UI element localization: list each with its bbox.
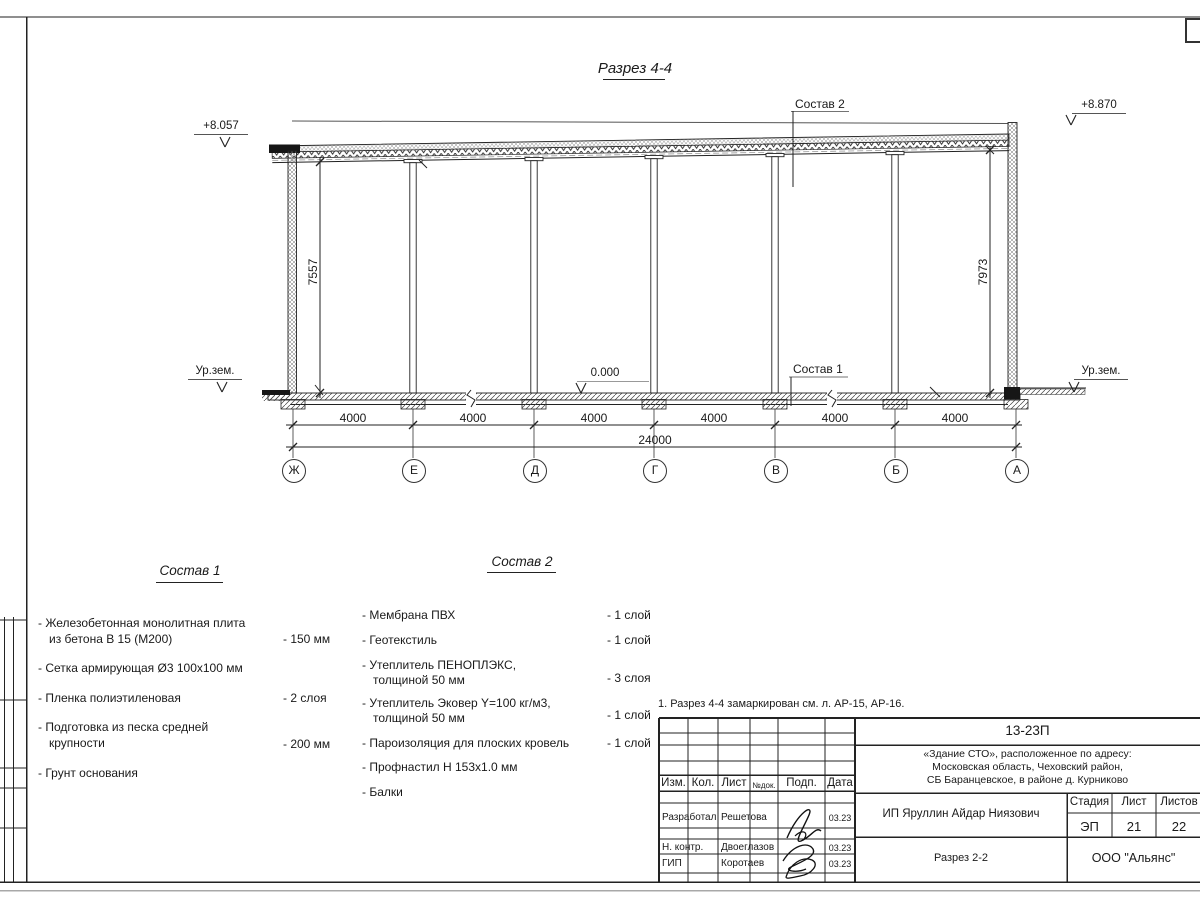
dim-bay-4: 4000: [700, 411, 728, 425]
elevation-zero: 0.000: [590, 367, 620, 379]
sostav1-item-1-line1: - Железобетонная монолитная плита: [38, 616, 246, 630]
tb-col-doc: №док.: [752, 781, 776, 790]
axis-bubble-d: Д: [523, 459, 547, 483]
sostav2-item-1-line1: - Мембрана ПВХ: [362, 608, 456, 622]
dim-height-left: 7557: [306, 258, 320, 286]
tb-drawing-name: Разрез 2-2: [933, 852, 988, 864]
sostav1-item-4-line2: крупности: [49, 736, 105, 750]
tb-project-line3: СБ Баранцевское, в районе д. Курниково: [926, 774, 1129, 786]
sostav2-heading: Состав 2: [491, 554, 553, 569]
dim-total: 24000: [638, 433, 672, 447]
sostav2-item-2-line1: - Геотекстиль: [362, 633, 437, 647]
sostav1-heading: Состав 1: [159, 563, 221, 578]
sostav1-item-5-line1: - Грунт основания: [38, 766, 138, 780]
ground-level-right: Ур.зем.: [1081, 365, 1121, 377]
far-parapet-line: [292, 121, 1008, 124]
sostav2-item-5-line1: - Пароизоляция для плоских кровель: [362, 736, 570, 750]
tb-row3-name: Коротаев: [721, 858, 765, 869]
dim-bay-5: 4000: [821, 411, 849, 425]
sheet-note: 1. Разрез 4-4 замаркирован см. л. АР-15, АР-16.: [658, 698, 905, 710]
tb-row3-date: 03.23: [828, 859, 852, 869]
sostav2-item-4-line2: толщиной 50 мм: [373, 711, 465, 725]
columns: [404, 152, 904, 394]
tb-col-izm: Изм.: [661, 777, 686, 789]
sostav2-item-3-line2: толщиной 50 мм: [373, 673, 465, 687]
floor-slab: [268, 393, 1020, 400]
tb-row1-role: Разработал: [662, 812, 717, 823]
sostav1-item-4-line1: - Подготовка из песка средней: [38, 720, 209, 734]
elevation-right: +8.870: [1081, 99, 1117, 111]
tb-stage-value: ЭП: [1080, 819, 1099, 834]
tb-col-sign: Подп.: [786, 777, 817, 789]
axis-bubble-v: В: [764, 459, 788, 483]
tb-project-line2: Московская область, Чеховский район,: [932, 761, 1123, 773]
tb-col-date: Дата: [827, 777, 853, 789]
sostav2-item-4-line1: - Утеплитель Эковер Y=100 кг/м3,: [362, 696, 551, 710]
sostav1-item-1-value: - 150 мм: [283, 632, 331, 646]
tb-row3-role: ГИП: [662, 858, 682, 869]
tb-project-line1: «Здание СТО», расположенное по адресу:: [923, 748, 1132, 760]
sostav2-item-4-value: - 1 слой: [607, 708, 651, 722]
left-margin-table: [0, 617, 27, 882]
axis-bubble-a: А: [1005, 459, 1029, 483]
signature-developer: [787, 810, 821, 842]
tb-doc-number: 13-23П: [1005, 723, 1050, 738]
dim-bay-3: 4000: [580, 411, 608, 425]
sostav1-item-4-value: - 200 мм: [283, 737, 331, 751]
building-section: [262, 121, 1086, 409]
tb-row2-role: Н. контр.: [662, 842, 704, 853]
tb-row2-name: Двоеглазов: [721, 842, 775, 853]
drawing-title: Разрез 4-4: [597, 60, 673, 77]
tb-col-kol: Кол.: [691, 777, 715, 789]
dim-bay-6: 4000: [941, 411, 969, 425]
tb-sheet-label: Лист: [1121, 796, 1147, 808]
corner-box: [1186, 19, 1200, 42]
sostav2-item-2-value: - 1 слой: [607, 633, 651, 647]
tb-sheet-value: 21: [1126, 819, 1142, 834]
sostav1-item-3-value: - 2 слоя: [283, 691, 327, 705]
leader-label-sostav1: Состав 1: [793, 362, 843, 376]
dim-bay-2: 4000: [459, 411, 487, 425]
sostav1-item-2-line1: - Сетка армирующая Ø3 100х100 мм: [38, 661, 243, 675]
ground-level-left: Ур.зем.: [195, 365, 235, 377]
tb-stage-label: Стадия: [1069, 796, 1110, 808]
right-wall: [1008, 123, 1017, 394]
left-wall: [288, 151, 297, 393]
sostav1-item-1-line2: из бетона В 15 (М200): [49, 632, 173, 646]
axis-bubble-e: Е: [402, 459, 426, 483]
axis-bubble-zh: Ж: [282, 459, 306, 483]
sostav1-item-3-line1: - Пленка полиэтиленовая: [38, 691, 181, 705]
tb-client: ИП Яруллин Айдар Ниязович: [882, 808, 1040, 820]
sostav2-item-5-value: - 1 слой: [607, 736, 651, 750]
sostav2-item-1-value: - 1 слой: [607, 608, 651, 622]
tb-sheets-value: 22: [1171, 819, 1187, 834]
axis-bubble-g: Г: [643, 459, 667, 483]
dim-bay-1: 4000: [339, 411, 367, 425]
tb-row1-name: Решетова: [721, 812, 767, 823]
sostav2-item-7-line1: - Балки: [362, 785, 403, 799]
tb-row1-date: 03.23: [828, 813, 852, 823]
sostav2-item-3-value: - 3 слоя: [607, 671, 651, 685]
dim-height-right: 7973: [976, 258, 990, 286]
axis-bubble-b: Б: [884, 459, 908, 483]
elevation-left: +8.057: [203, 120, 239, 132]
signature-ncontrol: [783, 845, 814, 871]
tb-company: ООО "Альянс": [1091, 851, 1176, 865]
leader-label-sostav2: Состав 2: [795, 97, 845, 111]
sostav2-item-3-line1: - Утеплитель ПЕНОПЛЭКС,: [362, 658, 517, 672]
signatures: [783, 810, 821, 878]
tb-sheets-label: Листов: [1160, 796, 1198, 808]
tb-col-list: Лист: [721, 777, 747, 789]
sostav2-item-6-line1: - Профнастил Н 153х1.0 мм: [362, 760, 518, 774]
tb-row2-date: 03.23: [828, 843, 852, 853]
